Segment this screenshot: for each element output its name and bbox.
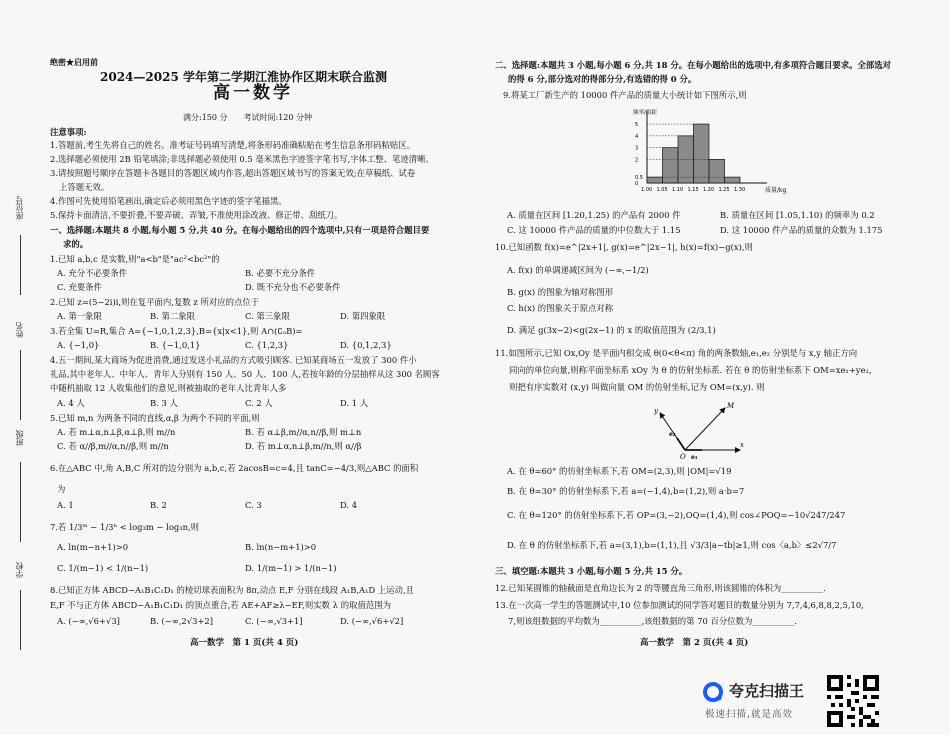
q5-option-d: D. 若 m⊥α,n⊥β,m//n,则 α//β [245, 441, 362, 451]
q2-option-b: B. 第二象限 [150, 311, 195, 321]
q8-option-d: D. (−∞,√6+√2] [340, 616, 404, 626]
section-1-heading: 一、选择题:本题共 8 小题,每小题 5 分,共 40 分。在每小题给出的四个选项中,只有一项是符合题目要 [50, 225, 430, 235]
q9-option-d: D. 这 10000 件产品的质量的众数为 1.175 [720, 225, 883, 235]
q8-option-a: A. (−∞,√6+√3] [57, 616, 120, 626]
histogram-bar [709, 159, 725, 183]
histogram-bar [694, 124, 710, 183]
q4-stem-cont: 中随机抽取 12 人收集他们的意见,则被抽取的老年人比青年人多 [50, 383, 287, 393]
q1-option-d: D. 既不充分也不必要条件 [245, 282, 341, 292]
class-line [20, 462, 21, 542]
histogram-bar [663, 148, 679, 183]
q2-stem: 2.已知 z=(5−2i)i,则在复平面内,复数 z 所对应的点位于 [50, 297, 260, 307]
brand-name: 夸克扫描王 [729, 682, 805, 700]
fig-o-label: O [680, 453, 686, 460]
q11-option-d: D. 在 θ 的仿射坐标系下,若 a=(3,1),b=(1,1),且 √3/3|a−tb|≥1,则 cos〈a,b〉≤2√7/7 [507, 540, 837, 550]
q7-option-c: C. 1/(m−1) < 1/(n−1) [57, 563, 149, 573]
q11-stem-cont: 则把有序实数对 (x,y) 叫做向量 OM 的仿射坐标,记为 OM=(x,y). 则 [509, 382, 765, 392]
brand-slogan: 极速扫描,就是高效 [705, 709, 794, 720]
histogram-bar [647, 177, 663, 183]
q5-option-b: B. 若 α⊥β,m//α,n//β,则 m⊥n [245, 427, 362, 437]
q10-stem: 10.已知函数 f(x)=e^|2x+1|, g(x)=e^|2x−1|, h(x)=f(x)−g(x),则 [495, 242, 753, 252]
q10-option-a: A. f(x) 的单调递减区间为 (−∞,−1/2) [507, 265, 649, 275]
quark-logo-icon [703, 682, 723, 702]
q11-stem: 11.如图所示,已知 Ox,Oy 是平面内相交成 θ(0<θ<π) 角的两条数轴,e₁,e₂ 分别是与 x,y 轴正方向 [495, 348, 858, 358]
notice-item: 4.作图可先使用铅笔画出,确定后必须用黑色字迹的签字笔描黑。 [50, 196, 287, 206]
q9-option-b: B. 质量在区间 [1.05,1.10) 的频率为 0.2 [720, 210, 875, 220]
notice-item: 上答题无效。 [59, 182, 110, 192]
fig-y-label: y [654, 407, 658, 415]
q3-option-c: C. {1,2,3} [245, 340, 289, 350]
x-tick-label: 1.25 [718, 187, 730, 193]
y-tick-label: 4 [635, 133, 639, 140]
y-tick-label: 5 [635, 122, 639, 129]
q11-option-c: C. 在 θ=120° 的仿射坐标系下,若 OP=(3,−2),OQ=(1,4),则 cos∠POQ=−10√247/247 [507, 510, 846, 520]
om-vector [685, 408, 725, 450]
section-1-heading-cont: 求的。 [63, 239, 89, 249]
q2-option-d: D. 第四象限 [340, 311, 386, 321]
x-tick-label: 1.30 [734, 187, 746, 193]
q7-option-b: B. ln(n−m+1)>0 [245, 542, 317, 552]
seat-line [20, 235, 21, 295]
exam-meta: 满分:150 分 考试时间:120 分钟 [183, 113, 313, 122]
q5-option-c: C. 若 α//β,m//α,n//β,则 m//n [57, 441, 169, 451]
q6-stem-cont: 为 [57, 484, 66, 494]
subject-title: 高一数学 [213, 83, 293, 103]
page-footer-1: 高一数学 第 1 页(共 4 页) [190, 638, 299, 648]
fig-m-label: M [727, 402, 735, 410]
q10-option-c: C. h(x) 的图象关于原点对称 [507, 303, 614, 313]
q11-option-b: B. 在 θ=30° 的仿射坐标系下,若 a=(−1,4),b=(1,2),则 a·b=7 [507, 486, 745, 496]
class-label: 班级 [15, 430, 24, 446]
q11-option-a: A. 在 θ=60° 的仿射坐标系下,若 OM=(2,3),则 |OM|=√19 [507, 466, 732, 476]
q7-option-d: D. 1/(m−1) > 1/(n−1) [245, 563, 337, 573]
q6-option-d: D. 4 [340, 500, 358, 510]
notice-item: 1.答题前,考生先将自己的姓名、准考证号码填写清楚,将条形码准确粘贴在考生信息条形码粘贴区。 [50, 140, 416, 150]
scanner-brand [703, 679, 918, 729]
seat-label: 座位号 [15, 196, 24, 220]
y-tick-label: 2 [635, 157, 639, 164]
q4-option-c: C. 2 人 [245, 398, 273, 408]
fig-e2-label: e₂ [669, 431, 676, 438]
chart-xlabel: 质量/kg [765, 187, 787, 194]
q12-stem: 12.已知某圆锥的轴截面是直角边长为 2 的等腰直角三角形,则该圆锥的体积为__________. [495, 583, 826, 593]
section-2-heading: 二、选择题:本题共 3 小题,每小题 6 分,共 18 分。在每小题给出的选项中,有多项符合题目要求。全部选对 [495, 60, 892, 70]
q4-stem-cont: 礼品,其中老年人、中年人、青年人分别有 150 人、50 人、100 人,若按年龄的分层抽样从这 300 名顾客 [50, 369, 440, 379]
q8-option-c: C. (−∞,√3+1] [245, 616, 303, 626]
notice-item: 5.保持卡面清洁,不要折叠,不要弄破、弄皱,不准使用涂改液、修正带、刮纸刀。 [50, 210, 343, 220]
q1-stem: 1.已知 a,b,c 是实数,则"a<b"是"ac²<bc²"的 [50, 254, 220, 264]
q4-option-a: A. 4 人 [57, 398, 85, 408]
q7-stem: 7.若 1/3ᵐ − 1/3ⁿ < log₃m − log₃n,则 [50, 522, 200, 532]
histogram-bar [725, 177, 741, 183]
q9-option-a: A. 质量在区间 [1.20,1.25) 的产品有 2000 件 [507, 210, 681, 220]
q6-stem: 6.在△ABC 中,角 A,B,C 所对的边分别为 a,b,c,若 2acosB=c=4,且 tanC=−4/3,则△ABC 的面积 [50, 463, 419, 473]
q6-option-b: B. 2 [150, 500, 167, 510]
fig-e1-label: e₁ [691, 454, 698, 460]
q7-option-a: A. ln(m−n+1)>0 [57, 542, 129, 552]
y-tick-label: 3 [635, 145, 639, 152]
y-tick-label: 0.5 [635, 175, 643, 182]
q3-stem: 3.若全集 U=R,集合 A={−1,0,1,2,3},B={x|x<1},则 A∩(∁ᵤB)= [50, 326, 303, 336]
school-label: 学校 [15, 562, 24, 578]
q8-option-b: B. (−∞,2√3+2] [150, 616, 214, 626]
q11-stem-cont: 同向的单位向量,则称平面坐标系 xOy 为 θ 的仿射坐标系. 若在 θ 的仿射坐标系下 OM=xe₁+ye₂, [509, 365, 872, 375]
page-footer-2: 高一数学 第 2 页(共 4 页) [640, 638, 749, 648]
q1-option-c: C. 充要条件 [57, 282, 102, 292]
q13-stem-cont: 7,则该组数据的平均数为__________,该组数据的第 70 百分位数为__________. [508, 616, 797, 626]
name-label: 姓名 [15, 322, 24, 338]
q4-option-d: D. 1 人 [340, 398, 369, 408]
school-line [20, 590, 21, 650]
q1-option-a: A. 充分不必要条件 [57, 268, 127, 278]
x-tick-label: 1.05 [656, 187, 668, 193]
q4-stem: 4.五一期间,某大商场为促进消费,通过发送小礼品的方式吸引顾客. 已知某商场五一发放了 300 件小 [50, 355, 417, 365]
y-tick-label: 0 [635, 181, 639, 187]
q4-option-b: B. 3 人 [150, 398, 178, 408]
name-line [20, 350, 21, 420]
q6-option-c: C. 3 [245, 500, 262, 510]
q2-option-a: A. 第一象限 [57, 311, 102, 321]
q5-option-a: A. 若 m⊥α,n⊥β,α⊥β,则 m//n [57, 427, 176, 437]
x-tick-label: 1.15 [687, 187, 699, 193]
q8-stem: 8.已知正方体 ABCD−A₁B₁C₁D₁ 的棱切球表面积为 8π,动点 E,F 分别在线段 A₁B,A₁D 上运动,且 [50, 585, 414, 595]
fig-x-label: x [740, 441, 744, 449]
q3-option-d: D. {0,1,2,3} [340, 340, 392, 350]
q5-stem: 5.已知 m,n 为两条不同的直线,α,β 为两个不同的平面,则 [50, 413, 260, 423]
q1-option-b: B. 必要不充分条件 [245, 268, 316, 278]
section-2-heading-cont: 的得 6 分,部分选对的得部分分,有选错的得 0 分。 [508, 74, 697, 84]
notice-item: 3.请按照题号顺序在答题卡各题目的答题区域内作答,超出答题区域书写的答案无效;在草稿纸、试卷 [50, 168, 416, 178]
q11-affine-figure [650, 398, 750, 460]
chart-ylabel: 频率/组距 [633, 110, 657, 116]
x-tick-label: 1.10 [672, 187, 684, 193]
q6-option-a: A. 1 [57, 500, 74, 510]
e2-vector [677, 438, 685, 450]
section-3-heading: 三、填空题:本题共 3 小题,每小题 5 分,共 15 分。 [495, 566, 688, 576]
q2-option-c: C. 第三象限 [245, 311, 290, 321]
exam-title: 2024—2025 学年第二学期江淮协作区期末联合监测 [100, 70, 387, 84]
q9-option-c: C. 这 10000 件产品的质量的中位数大于 1.15 [507, 225, 681, 235]
q9-histogram [625, 103, 800, 198]
q3-option-b: B. {−1,0,1} [150, 340, 201, 350]
q8-stem-cont: E,F 不与正方体 ABCD−A₁B₁C₁D₁ 的顶点重合,若 AE+AF≥λ−EF,则实数 λ 的取值范围为 [50, 600, 391, 610]
q3-option-a: A. {−1,0} [57, 340, 100, 350]
secret-mark: 绝密★启用前 [50, 57, 98, 67]
q10-option-b: B. g(x) 的图象为轴对称图形 [507, 287, 614, 297]
q13-stem: 13.在一次高一学生的答题测试中,10 位参加测试的同学答对题目的数量分别为 7,7,4,6,8,8,2,5,10, [495, 600, 864, 610]
notice-item: 2.选择题必须使用 2B 铅笔填涂;非选择题必须使用 0.5 毫米黑色字迹签字笔书写,字体工整、笔迹清晰。 [50, 154, 434, 164]
q10-option-d: D. 满足 g(3x−2)<g(2x−1) 的 x 的取值范围为 (2/3,1) [507, 325, 716, 335]
q9-stem: 9.将某工厂新生产的 10000 件产品的质量大小统计如下图所示,则 [503, 90, 747, 100]
x-tick-label: 1.20 [703, 187, 715, 193]
qr-code-icon [827, 675, 879, 727]
x-tick-label: 1.00 [641, 187, 653, 193]
notice-heading: 注意事项: [50, 127, 87, 137]
